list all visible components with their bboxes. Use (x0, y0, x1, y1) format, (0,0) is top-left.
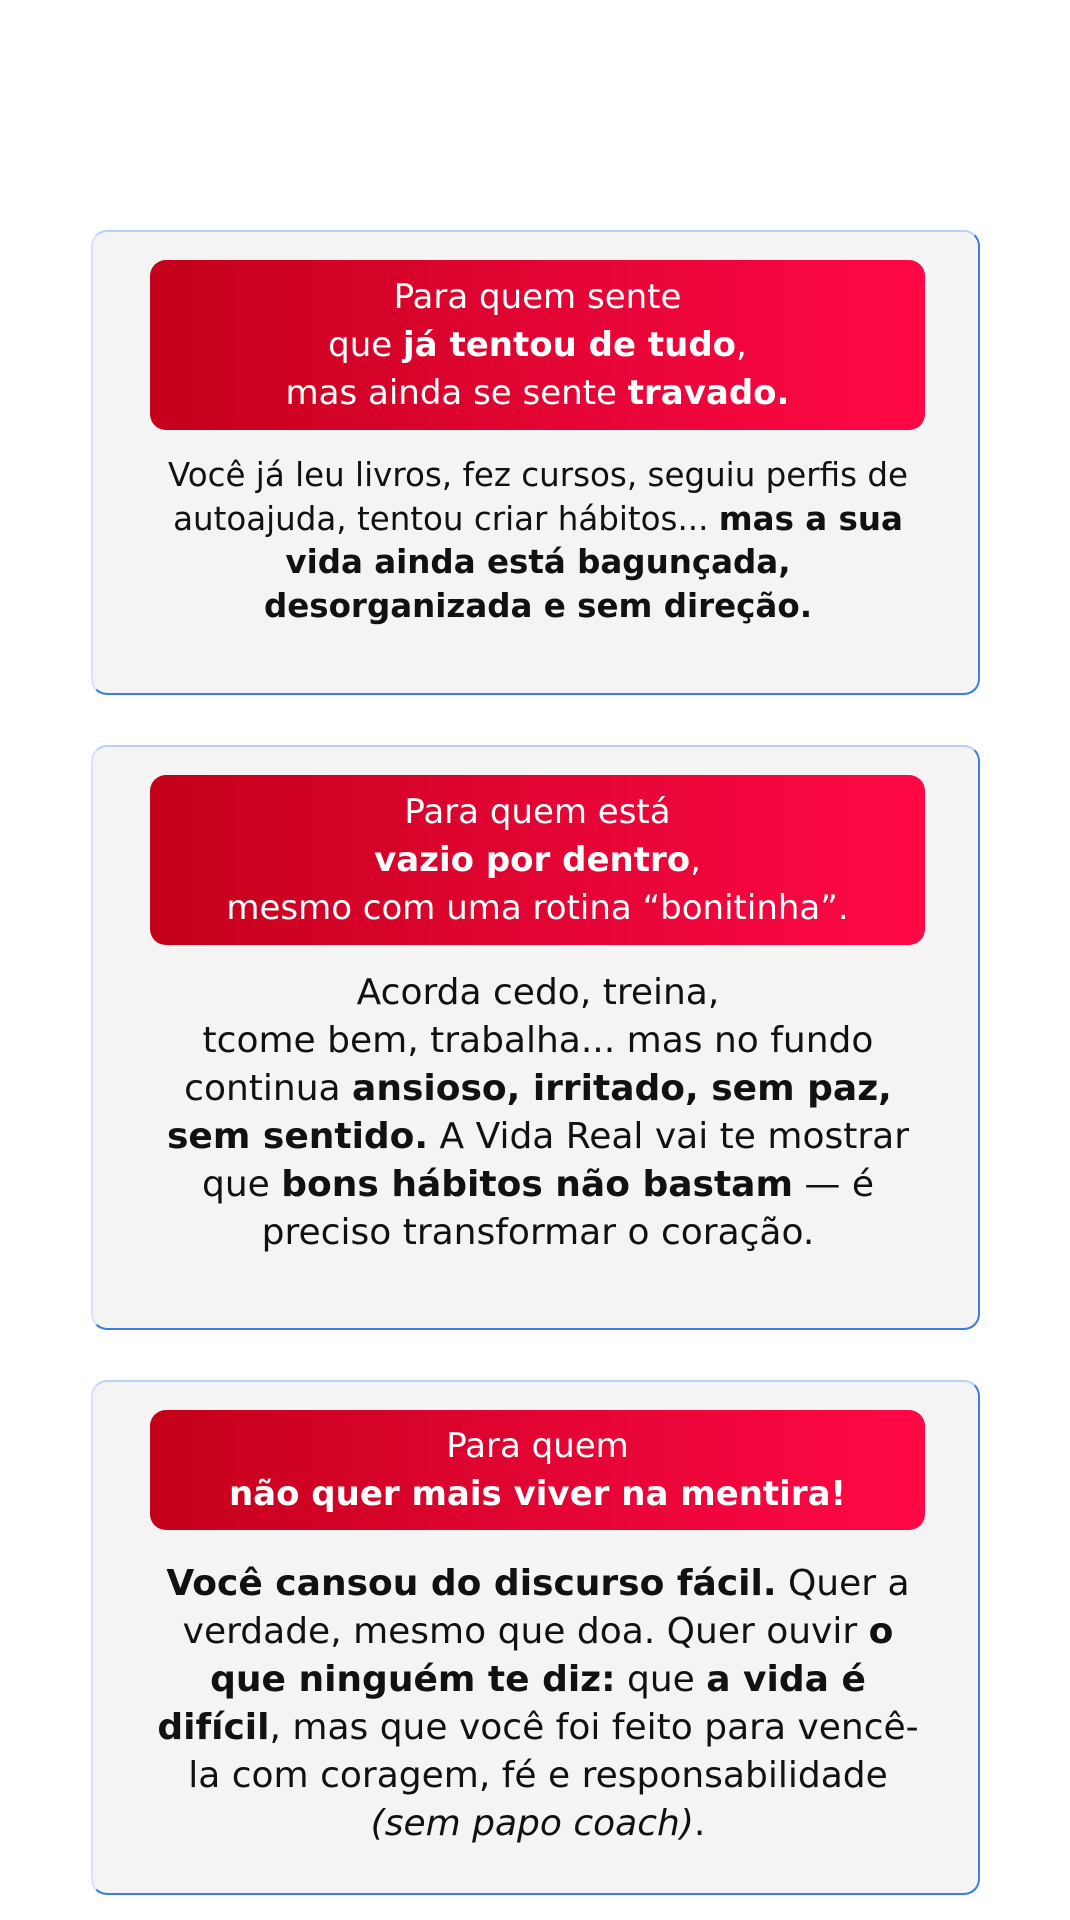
audience-card-tried-everything (91, 230, 980, 695)
description-emphasis: mas a sua vida ainda está bagunçada, desorganizada e sem direção. (263, 499, 903, 625)
banner-line-1: Para quem (446, 1426, 629, 1466)
banner-emphasis: não quer mais viver na mentira! (228, 1474, 847, 1514)
card-description: Você já leu livros, fez cursos, seguiu perfis de autoajuda, tentou criar hábitos... mas a sua vida ainda está bagunçada, desorganizada e sem direção. (168, 456, 908, 625)
banner-emphasis: vazio por dentro (374, 840, 691, 880)
card-headline-banner (150, 775, 925, 945)
banner-line-2: vazio por dentro, (374, 840, 701, 880)
banner-line-2 (150, 1470, 925, 1518)
banner-line-3: mas ainda se sente travado. (285, 373, 790, 413)
audience-card-empty-inside (91, 745, 980, 1330)
audience-card-no-more-lies (91, 1380, 980, 1895)
card-headline-banner (150, 1410, 925, 1530)
card-description: Acorda cedo, treina, tcome bem, trabalha... mas no fundo continua ansioso, irritado, sem paz, sem sentido. A Vida Real vai te mostrar que bons hábitos não bastam — é preciso transformar o coração. (167, 972, 909, 1253)
banner-line-1: Para quem sente (393, 277, 682, 317)
card-description: Você cansou do discurso fácil. Quer a verdade, mesmo que doa. Quer ouvir o que ninguém te diz: que a vida é difícil, mas que você foi feito para vencê-la com coragem, fé e responsabilidade (sem papo coach). (157, 1563, 919, 1844)
banner-line-1: Para quem está (404, 792, 671, 832)
description-emphasis: a vida é difícil (157, 1659, 866, 1748)
banner-line-2: que já tentou de tudo, (328, 325, 747, 365)
description-emphasis: bons hábitos não bastam (281, 1164, 793, 1205)
banner-emphasis: travado. (627, 373, 790, 413)
description-emphasis: ansioso, irritado, sem paz, sem sentido. (167, 1068, 892, 1157)
banner-line-3: mesmo com uma rotina “bonitinha”. (226, 888, 849, 928)
description-emphasis: o que ninguém te diz: (210, 1611, 894, 1700)
card-headline-banner (150, 260, 925, 430)
description-aside: (sem papo coach) (370, 1803, 694, 1844)
banner-emphasis: já tentou de tudo (403, 325, 737, 365)
description-emphasis: Você cansou do discurso fácil. (166, 1563, 777, 1604)
